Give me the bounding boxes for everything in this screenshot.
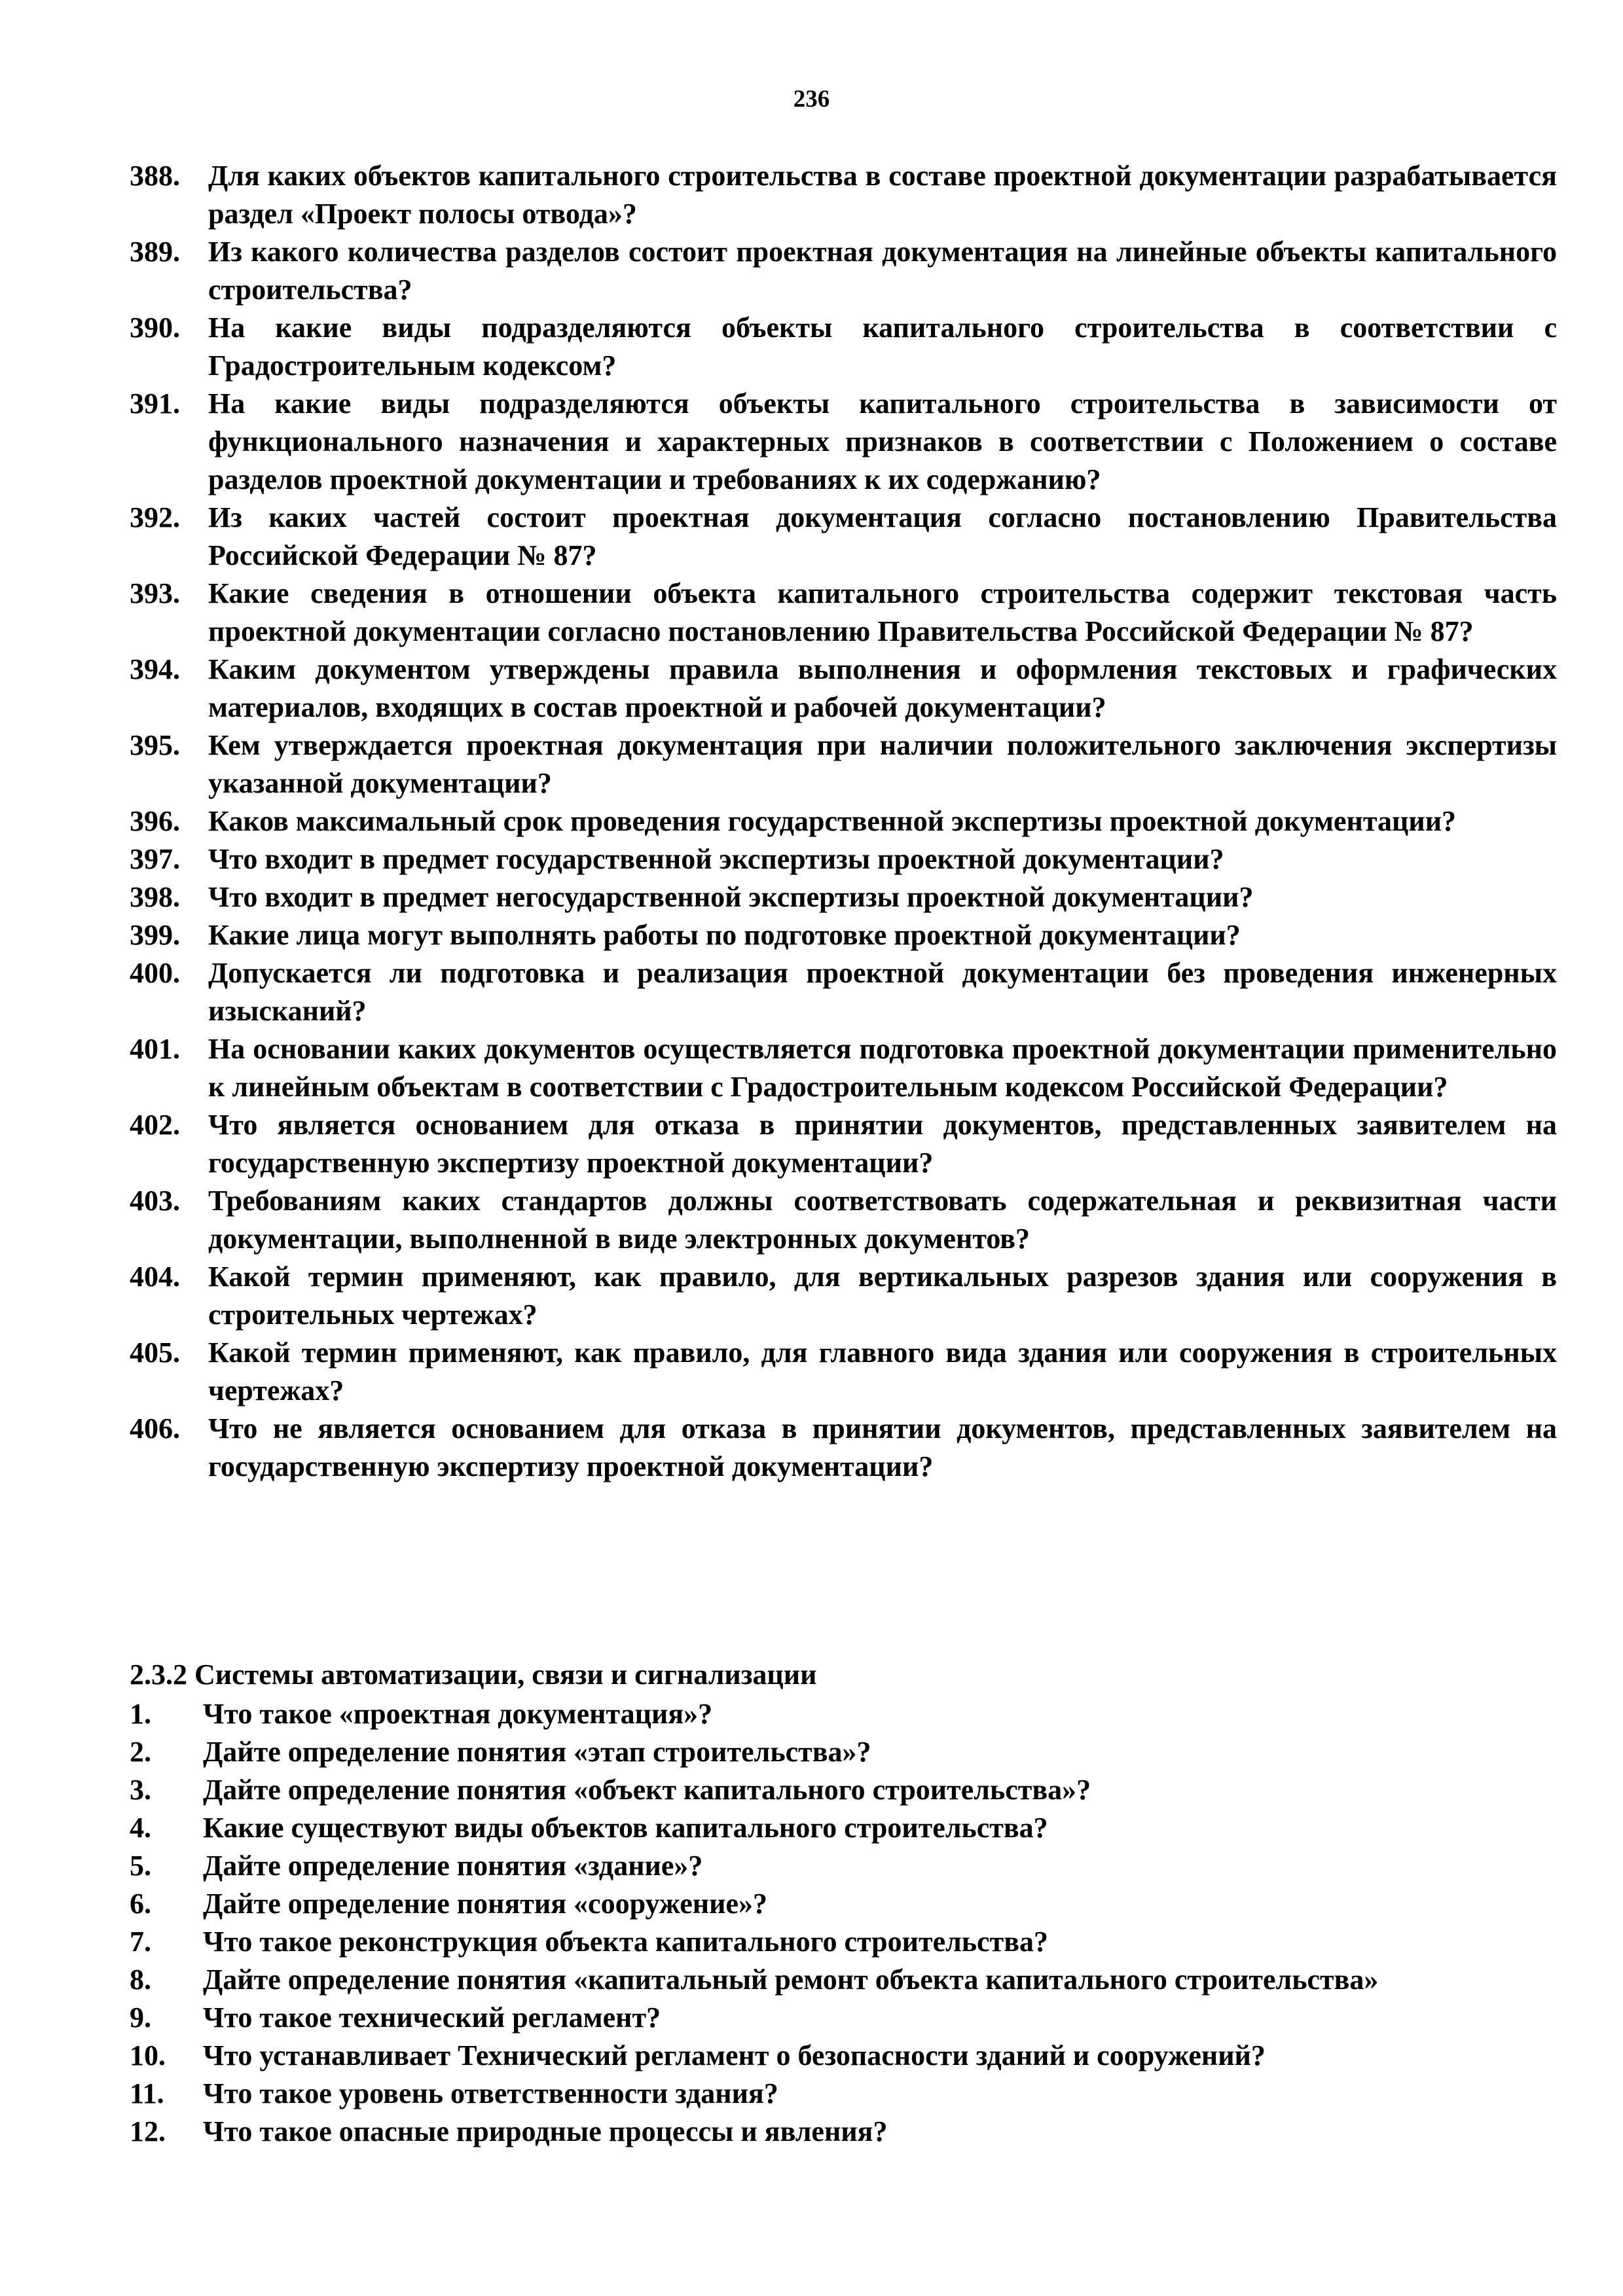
list-item: [130, 1923, 1557, 1961]
question-text: Какой термин применяют, как правило, для вертикальных разрезов здания или сооружения в строительных чертежах?: [208, 1261, 1557, 1331]
question-text: Каков максимальный срок проведения государственной экспертизы проектной документации?: [208, 805, 1457, 837]
question-number: 395.: [130, 729, 180, 761]
question-number: 397.: [130, 843, 180, 875]
question-text: Какие лица могут выполнять работы по подготовке проектной документации?: [208, 919, 1241, 951]
list-item-number: 11.: [130, 2077, 164, 2109]
question-item: [130, 385, 1557, 499]
question-text: Что является основанием для отказа в принятии документов, представленных заявителем на государственную экспертизу проектной документации?: [208, 1109, 1557, 1179]
list-item-text: Дайте определение понятия «объект капитального строительства»?: [203, 1774, 1091, 1806]
list-item-text: Дайте определение понятия «этап строительства»?: [203, 1736, 871, 1768]
question-text: Какой термин применяют, как правило, для главного вида здания или сооружения в строительных чертежах?: [208, 1336, 1557, 1407]
question-number: 400.: [130, 957, 180, 989]
question-number: 402.: [130, 1109, 180, 1141]
question-item: [130, 651, 1557, 726]
list-item-number: 7.: [130, 1926, 151, 1958]
question-text: Из каких частей состоит проектная документация согласно постановлению Правительства Российской Федерации № 87?: [208, 501, 1557, 571]
list-item: [130, 1847, 1557, 1885]
question-item: [130, 499, 1557, 575]
question-number: 391.: [130, 387, 180, 420]
list-item-number: 4.: [130, 1812, 151, 1844]
list-item-text: Что такое опасные природные процессы и явления?: [203, 2115, 888, 2147]
question-item: [130, 233, 1557, 309]
list-item-text: Дайте определение понятия «сооружение»?: [203, 1888, 767, 1920]
list-item: [130, 2075, 1557, 2113]
question-item: [130, 1182, 1557, 1258]
question-number: 389.: [130, 236, 180, 268]
question-item: [130, 1106, 1557, 1182]
question-text: Что входит в предмет государственной экспертизы проектной документации?: [208, 843, 1224, 875]
section-title: 2.3.2 Системы автоматизации, связи и сигнализации: [130, 1659, 817, 1691]
list-item-text: Что такое технический регламент?: [203, 2001, 661, 2034]
list-item: [130, 1771, 1557, 1809]
question-text: Кем утверждается проектная документация при наличии положительного заключения экспертизы указанной документации?: [208, 729, 1557, 799]
question-number: 405.: [130, 1336, 180, 1369]
question-text: На какие виды подразделяются объекты капитального строительства в соответствии с Градостроительным кодексом?: [208, 312, 1557, 382]
list-item-text: Что такое реконструкция объекта капитального строительства?: [203, 1926, 1048, 1958]
question-item: [130, 840, 1557, 878]
list-item-text: Какие существуют виды объектов капитального строительства?: [203, 1812, 1048, 1844]
question-item: [130, 1410, 1557, 1486]
question-number: 401.: [130, 1033, 180, 1065]
question-item: [130, 802, 1557, 840]
question-item: [130, 954, 1557, 1030]
list-item-number: 8.: [130, 1964, 151, 1996]
question-number: 399.: [130, 919, 180, 951]
question-item: [130, 1258, 1557, 1334]
list-item: [130, 1999, 1557, 2037]
list-item: [130, 1695, 1557, 1733]
question-number: 396.: [130, 805, 180, 837]
question-text: Из какого количества разделов состоит проектная документация на линейные объекты капитального строительства?: [208, 236, 1557, 306]
question-item: [130, 726, 1557, 802]
list-item: [130, 1961, 1557, 1999]
question-text: Каким документом утверждены правила выполнения и оформления текстовых и графических материалов, входящих в состав проектной и рабочей документации?: [208, 653, 1557, 723]
question-number: 392.: [130, 501, 180, 533]
question-item: [130, 1334, 1557, 1410]
list-item: [130, 1885, 1557, 1923]
question-text: На основании каких документов осуществляется подготовка проектной документации применительно к линейным объектам в соответствии с Градостроительным кодексом Российской Федерации?: [208, 1033, 1557, 1103]
list-item-text: Что устанавливает Технический регламент о безопасности зданий и сооружений?: [203, 2039, 1266, 2072]
question-item: [130, 575, 1557, 651]
list-item-number: 5.: [130, 1850, 151, 1882]
list-item-text: Дайте определение понятия «здание»?: [203, 1850, 703, 1882]
question-text: Для каких объектов капитального строительства в составе проектной документации разрабатывается раздел «Проект полосы отвода»?: [208, 160, 1557, 230]
list-item: [130, 1733, 1557, 1771]
list-item-number: 6.: [130, 1888, 151, 1920]
list-item-text: Дайте определение понятия «капитальный ремонт объекта капитального строительства»: [203, 1964, 1379, 1996]
list-item: [130, 2113, 1557, 2151]
question-item: [130, 157, 1557, 233]
question-item: [130, 878, 1557, 916]
question-number: 390.: [130, 312, 180, 344]
list-item-number: 2.: [130, 1736, 151, 1768]
question-text: Требованиям каких стандартов должны соответствовать содержательная и реквизитная части документации, выполненной в виде электронных документов?: [208, 1185, 1557, 1255]
question-number: 406.: [130, 1412, 180, 1444]
question-item: [130, 1030, 1557, 1106]
list-item-number: 12.: [130, 2115, 166, 2147]
question-text: Допускается ли подготовка и реализация проектной документации без проведения инженерных изысканий?: [208, 957, 1557, 1027]
question-text: Что не является основанием для отказа в принятии документов, представленных заявителем на государственную экспертизу проектной документации?: [208, 1412, 1557, 1482]
section-automation: [130, 1656, 1557, 2151]
list-item: [130, 1809, 1557, 1847]
question-number: 394.: [130, 653, 180, 685]
list-item-text: Что такое «проектная документация»?: [203, 1698, 713, 1730]
question-number: 393.: [130, 577, 180, 609]
question-text: Какие сведения в отношении объекта капитального строительства содержит текстовая часть проектной документации согласно постановлению Правительства Российской Федерации № 87?: [208, 577, 1557, 647]
question-number: 404.: [130, 1261, 180, 1293]
question-number: 398.: [130, 881, 180, 913]
question-item: [130, 309, 1557, 385]
question-list: [130, 157, 1557, 1486]
list-item-number: 3.: [130, 1774, 151, 1806]
page-number: 236: [793, 86, 830, 113]
list-item-number: 10.: [130, 2039, 166, 2072]
list-item: [130, 2037, 1557, 2075]
question-number: 388.: [130, 160, 180, 192]
question-number: 403.: [130, 1185, 180, 1217]
list-item-text: Что такое уровень ответственности здания?: [203, 2077, 778, 2109]
question-text: На какие виды подразделяются объекты капитального строительства в зависимости от функционального назначения и характерных признаков в соответствии с Положением о составе разделов проектной документации и требованиях к их содержанию?: [208, 387, 1557, 495]
question-text: Что входит в предмет негосударственной экспертизы проектной документации?: [208, 881, 1254, 913]
list-item-number: 1.: [130, 1698, 151, 1730]
list-item-number: 9.: [130, 2001, 151, 2034]
question-item: [130, 916, 1557, 954]
